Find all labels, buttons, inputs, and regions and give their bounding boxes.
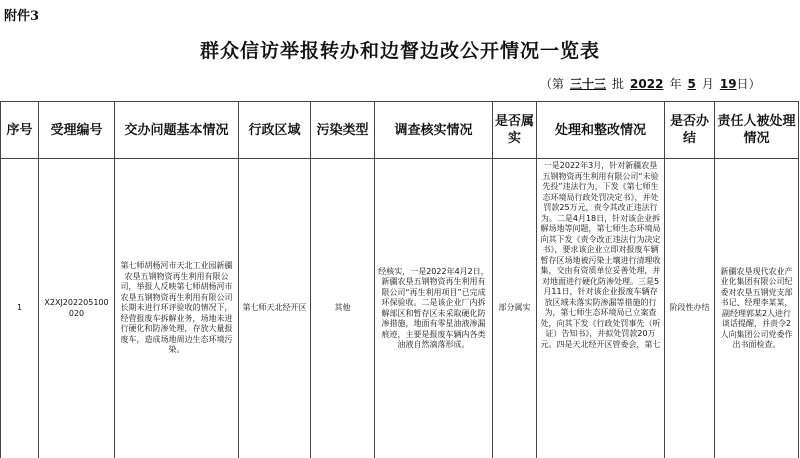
cell-pollution: 其他 — [311, 159, 375, 458]
batch-year: 2022 — [630, 77, 664, 91]
disclosure-table — [0, 101, 799, 458]
batch-word: 批 — [612, 77, 625, 91]
header-pollution: 污染类型 — [311, 102, 375, 159]
cell-completed: 阶段性办结 — [665, 159, 715, 458]
header-no: 序号 — [1, 102, 39, 159]
header-verified: 是否属实 — [493, 102, 537, 159]
header-completed: 是否办结 — [665, 102, 715, 159]
cell-no: 1 — [1, 159, 39, 458]
batch-month: 5 — [687, 77, 696, 91]
month-word: 月 — [701, 77, 714, 91]
cell-issue: 第七师胡杨河市天北工业园新疆农垦五钢物资再生利用有限公司，举报人反映第七师胡杨河市农垦五钢物资再生利用有限公司长期未进行环评验收的情况下，经营报废车拆解业务，场地未进行硬化和防渗处理，存放大量报废车，造成场地周边生态环境污染。 — [115, 159, 239, 458]
batch-close: 日） — [736, 77, 761, 91]
attachment-label: 附件3 — [4, 9, 40, 24]
header-region: 行政区域 — [239, 102, 311, 159]
header-accept-no: 受理编号 — [39, 102, 115, 159]
header-handling: 处理和整改情况 — [537, 102, 665, 159]
table-header-row — [1, 102, 799, 159]
batch-day: 19 — [719, 77, 737, 91]
document-title: 群众信访举报转办和边督边改公开情况一览表 — [199, 40, 600, 62]
table-row — [1, 159, 799, 458]
cell-region: 第七师天北经开区 — [239, 159, 311, 458]
header-accountability: 责任人被处理情况 — [715, 102, 799, 159]
handling-text: 一是2022年3月，针对新疆农垦五钢物资再生利用有限公司“未验先投”违法行为，下发《第七师生态环境局行政处罚决定书》，并处罚款25万元，责令其改正违法行为。二是4月18日，针对该企业拆解场地等问题，第七师生态环境局向其下发《责令改正违法行为决定书》，要求该企业立即对报废车辆暂存区场地被污染土壤进行清理收集，交由有资质单位妥善处理，并对地面进行硬化防渗处理。三是5月11日，针对该企业报废车辆存放区域未落实防渗漏等措施的行为，第七师生态环境局已立案查处，向其下发《行政处罚事先（听证）告知书》，并拟处罚款20万元。四是天北经开区管委会，第七 — [540, 161, 661, 349]
batch-number: 三十三 — [570, 77, 607, 91]
cell-verified: 部分属实 — [493, 159, 537, 458]
year-word: 年 — [669, 77, 682, 91]
cell-handling — [537, 159, 665, 458]
header-investigation: 调查核实情况 — [375, 102, 493, 159]
header-issue: 交办问题基本情况 — [115, 102, 239, 159]
batch-open: （第 — [540, 77, 565, 91]
batch-info — [540, 75, 761, 92]
cell-accept-no: X2XJ202205100020 — [39, 159, 115, 458]
cell-investigation: 经核实，一是2022年4月2日，新疆农垦五钢物资再生利用有限公司“再生利用项目”已完成环保验收。二是该企业厂内拆解部区和暂存区未采取硬化防渗措施，地面有零星油液渗漏痕迹，主要是报废车辆内各类油液自然滴落形成。 — [375, 159, 493, 458]
cell-accountability: 新疆农垦现代农业产业化集团有限公司纪委对农垦五钢党支部书记、经理李某某，副经理郭某2人进行谈话提醒，并责令2人向集团公司党委作出书面检查。 — [715, 159, 799, 458]
